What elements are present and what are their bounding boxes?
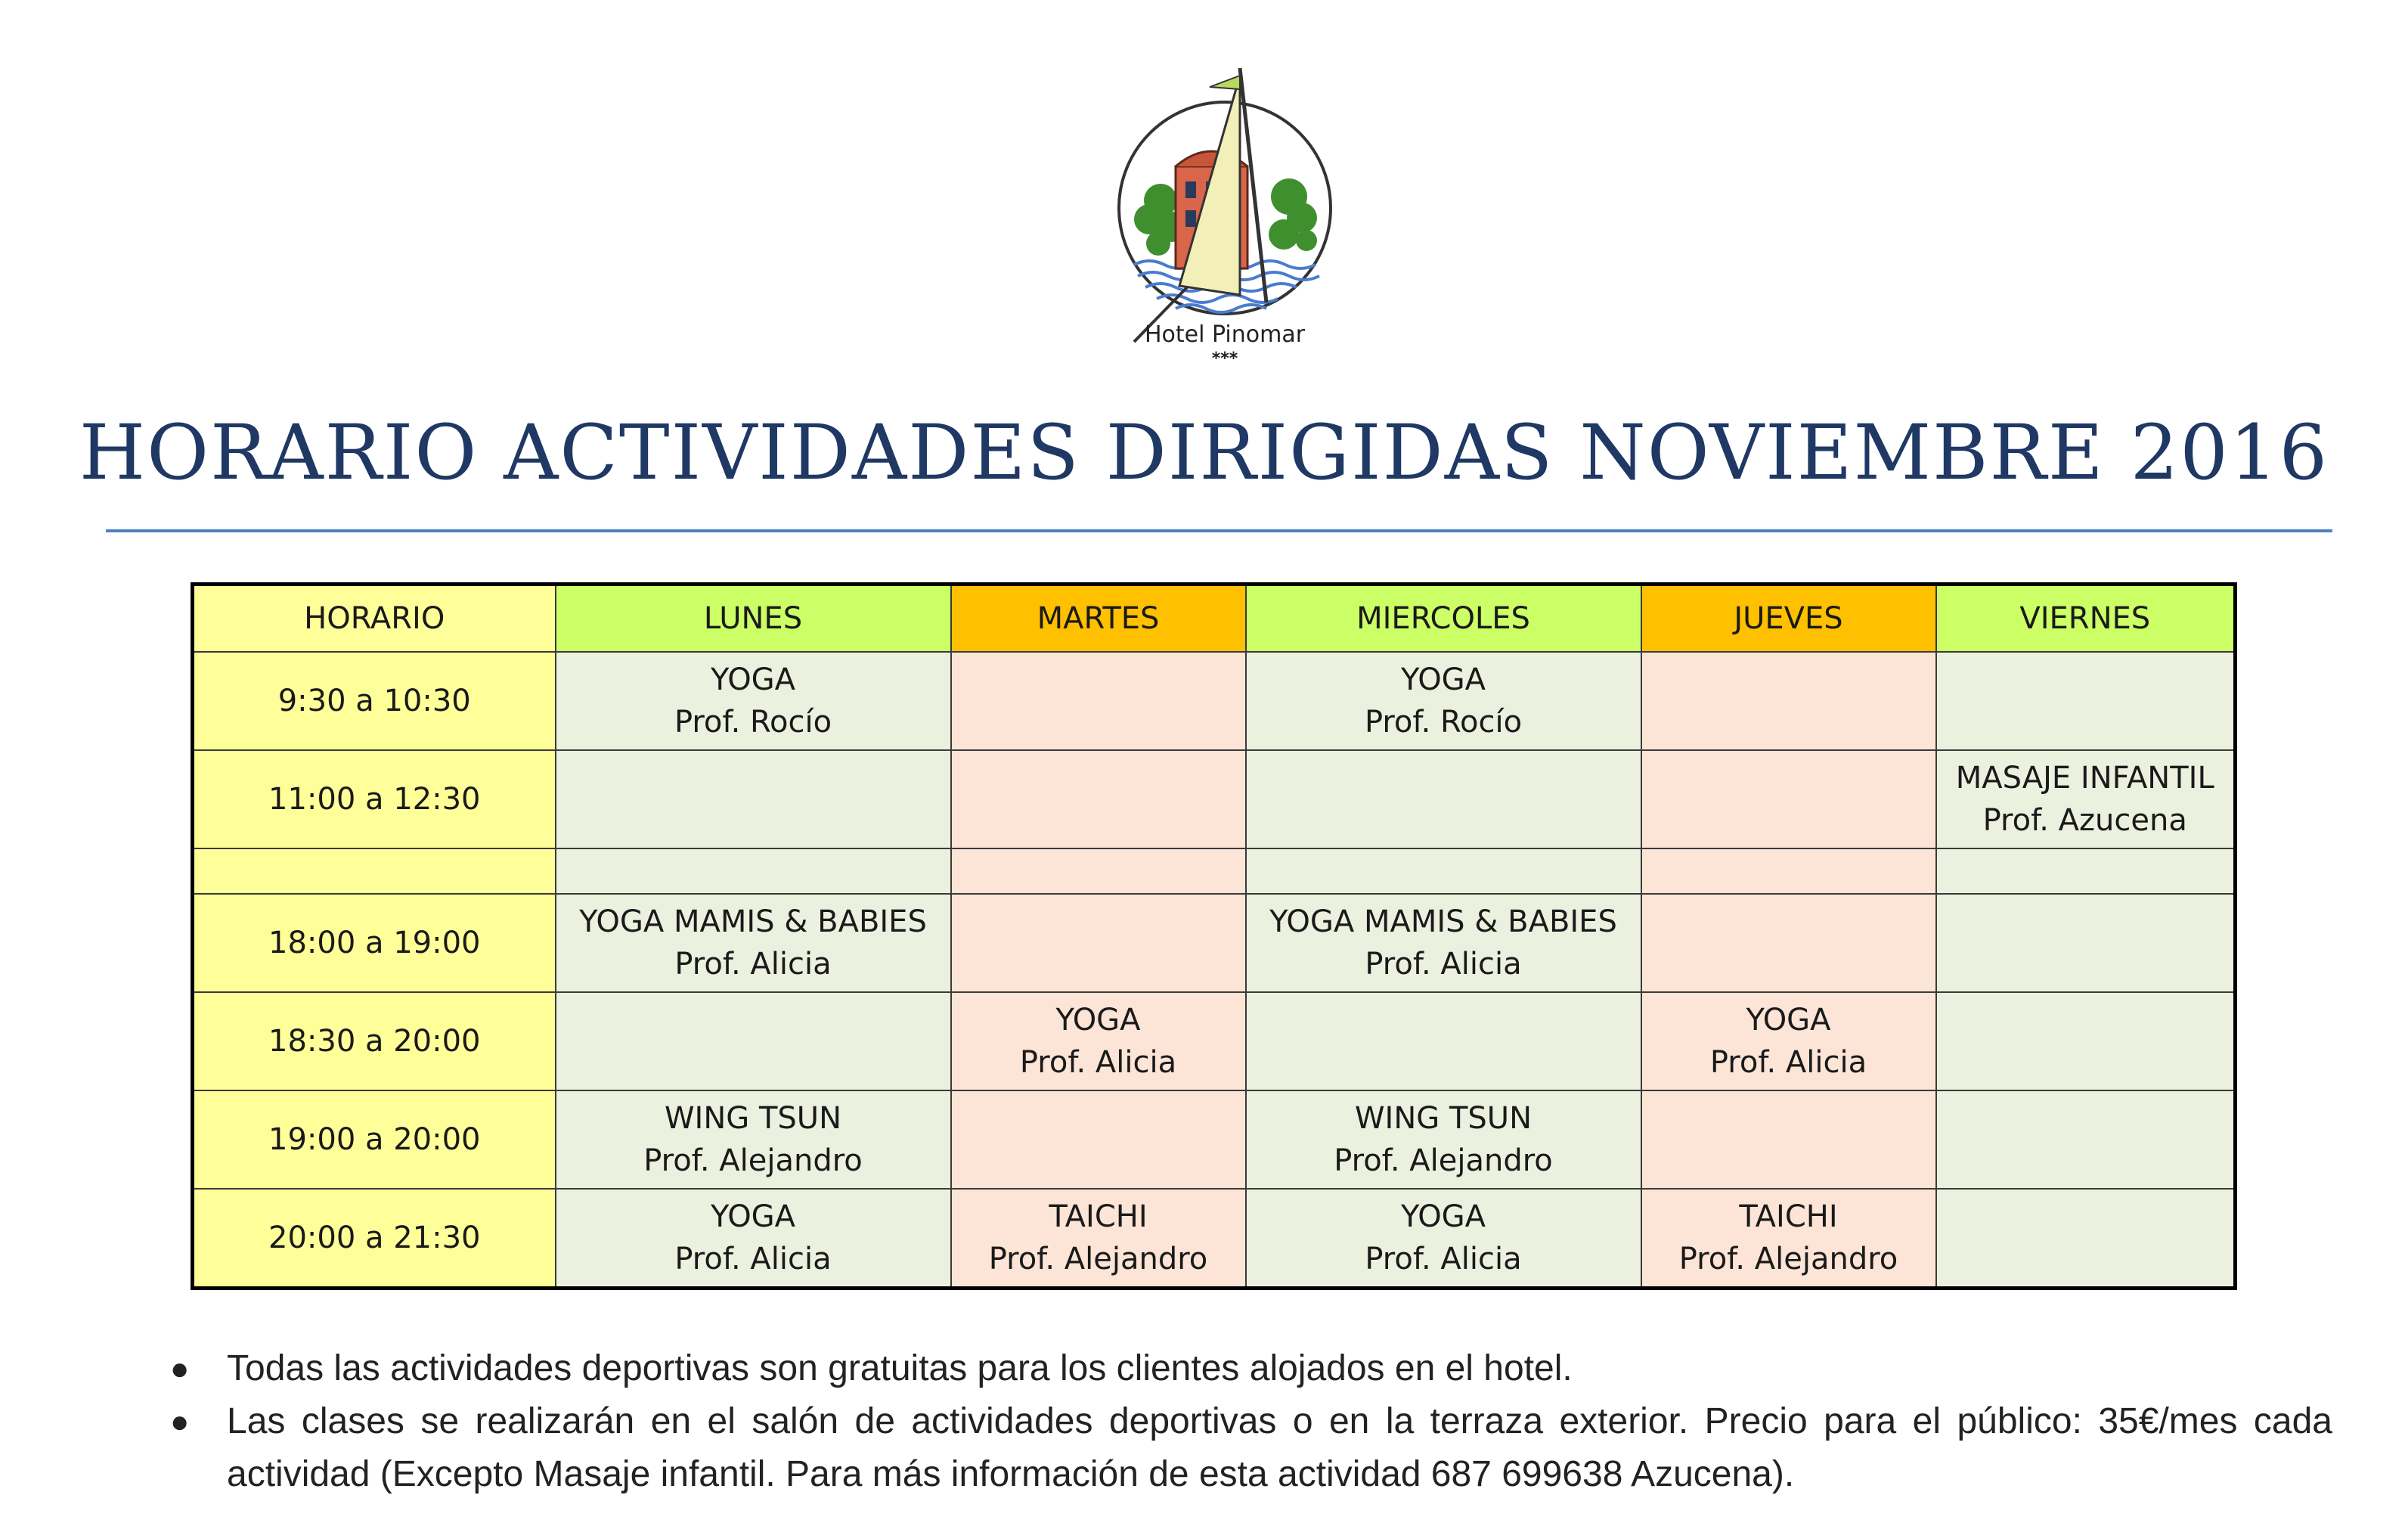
time-cell: 9:30 a 10:30 xyxy=(193,652,556,750)
activity-name: YOGA MAMIS & BABIES xyxy=(579,904,927,939)
time-cell xyxy=(193,848,556,894)
hotel-logo xyxy=(1104,45,1346,363)
header-miercoles: MIERCOLES xyxy=(1246,585,1641,653)
instructor-name: Prof. Alicia xyxy=(674,947,832,982)
instructor-name: Prof. Alicia xyxy=(674,1242,832,1276)
instructor-name: Prof. Alicia xyxy=(1365,1242,1522,1276)
schedule-cell-martes xyxy=(951,992,1246,1090)
table-row xyxy=(193,992,2236,1090)
time-cell: 11:00 a 12:30 xyxy=(193,750,556,848)
schedule-cell-martes xyxy=(951,894,1246,992)
note-item xyxy=(170,1395,2332,1501)
activity-name: WING TSUN xyxy=(1354,1101,1532,1136)
schedule-cell-martes xyxy=(951,848,1246,894)
schedule-cell-martes xyxy=(951,652,1246,750)
instructor-name: Prof. Alejandro xyxy=(1334,1143,1553,1178)
instructor-name: Prof. Alejandro xyxy=(1678,1242,1898,1276)
bullet-icon: ● xyxy=(170,1351,190,1386)
bullet-icon: ● xyxy=(170,1404,190,1439)
activity-name: YOGA xyxy=(1746,1003,1831,1038)
activity-name: TAICHI xyxy=(1049,1199,1148,1234)
schedule-cell-jueves xyxy=(1641,1090,1936,1189)
schedule-cell-lunes xyxy=(556,1189,951,1289)
schedule-cell-jueves xyxy=(1641,1189,1936,1289)
note-text: Todas las actividades deportivas son gratuitas para los clientes alojados en el hotel. xyxy=(227,1348,1573,1388)
time-cell: 18:00 a 19:00 xyxy=(193,894,556,992)
header-martes: MARTES xyxy=(951,585,1246,653)
schedule-cell-miercoles xyxy=(1246,1090,1641,1189)
schedule-cell-viernes xyxy=(1936,894,2236,992)
schedule-table xyxy=(191,582,2237,1290)
table-row xyxy=(193,750,2236,848)
schedule-cell-miercoles xyxy=(1246,652,1641,750)
hotel-logo-graphic xyxy=(1104,45,1346,363)
activity-name: WING TSUN xyxy=(664,1101,841,1136)
time-cell: 20:00 a 21:30 xyxy=(193,1189,556,1289)
table-row xyxy=(193,1090,2236,1189)
schedule-cell-martes xyxy=(951,750,1246,848)
schedule-cell-miercoles xyxy=(1246,894,1641,992)
activity-name: YOGA xyxy=(1400,662,1486,697)
schedule-cell-lunes xyxy=(556,992,951,1090)
instructor-name: Prof. Alejandro xyxy=(643,1143,863,1178)
hotel-name: Hotel Pinomar xyxy=(1144,321,1306,348)
instructor-name: Prof. Alicia xyxy=(1709,1045,1867,1080)
activity-name: YOGA xyxy=(1400,1199,1486,1234)
schedule-cell-viernes xyxy=(1936,750,2236,848)
instructor-name: Prof. Alicia xyxy=(1365,947,1522,982)
notes-list xyxy=(170,1342,2332,1501)
activity-name: YOGA xyxy=(710,1199,796,1234)
schedule-cell-miercoles xyxy=(1246,750,1641,848)
activity-name: YOGA xyxy=(710,662,796,697)
table-row xyxy=(193,848,2236,894)
header-jueves: JUEVES xyxy=(1641,585,1936,653)
schedule-cell-viernes xyxy=(1936,848,2236,894)
schedule-cell-jueves xyxy=(1641,750,1936,848)
time-cell: 19:00 a 20:00 xyxy=(193,1090,556,1189)
activity-name: MASAJE INFANTIL xyxy=(1955,761,2214,796)
time-cell: 18:30 a 20:00 xyxy=(193,992,556,1090)
schedule-cell-jueves xyxy=(1641,894,1936,992)
schedule-cell-viernes xyxy=(1936,992,2236,1090)
schedule-cell-martes xyxy=(951,1090,1246,1189)
table-header-row xyxy=(193,585,2236,653)
schedule-cell-viernes xyxy=(1936,1189,2236,1289)
header-viernes: VIERNES xyxy=(1936,585,2236,653)
header-horario: HORARIO xyxy=(193,585,556,653)
activity-name: TAICHI xyxy=(1739,1199,1838,1234)
schedule-cell-miercoles xyxy=(1246,992,1641,1090)
table-row xyxy=(193,894,2236,992)
schedule-cell-jueves xyxy=(1641,992,1936,1090)
header-lunes: LUNES xyxy=(556,585,951,653)
note-item xyxy=(170,1342,2332,1395)
schedule-cell-viernes xyxy=(1936,652,2236,750)
schedule-cell-martes xyxy=(951,1189,1246,1289)
schedule-cell-jueves xyxy=(1641,848,1936,894)
instructor-name: Prof. Alicia xyxy=(1019,1045,1177,1080)
schedule-cell-jueves xyxy=(1641,652,1936,750)
hotel-stars: *** xyxy=(1211,349,1238,368)
schedule-cell-lunes xyxy=(556,750,951,848)
schedule-cell-lunes xyxy=(556,848,951,894)
schedule-cell-viernes xyxy=(1936,1090,2236,1189)
title-divider xyxy=(106,529,2332,532)
schedule-cell-lunes xyxy=(556,652,951,750)
schedule-cell-lunes xyxy=(556,894,951,992)
activity-name: YOGA MAMIS & BABIES xyxy=(1269,904,1617,939)
instructor-name: Prof. Alejandro xyxy=(988,1242,1208,1276)
note-text: Las clases se realizarán en el salón de actividades deportivas o en la terraza exterior. Precio para el público: 35€/mes cada actividad (Excepto Masaje infantil. Para más información de esta actividad 687 699638 Azucena). xyxy=(227,1401,2332,1494)
schedule-cell-lunes xyxy=(556,1090,951,1189)
table-row xyxy=(193,1189,2236,1289)
page-title: HORARIO ACTIVIDADES DIRIGIDAS NOVIEMBRE 2016 xyxy=(79,408,2329,497)
activity-name: YOGA xyxy=(1055,1003,1141,1038)
instructor-name: Prof. Rocío xyxy=(674,705,832,740)
instructor-name: Prof. Azucena xyxy=(1982,803,2187,838)
instructor-name: Prof. Rocío xyxy=(1364,705,1523,740)
schedule-cell-miercoles xyxy=(1246,1189,1641,1289)
schedule-cell-miercoles xyxy=(1246,848,1641,894)
table-row xyxy=(193,652,2236,750)
